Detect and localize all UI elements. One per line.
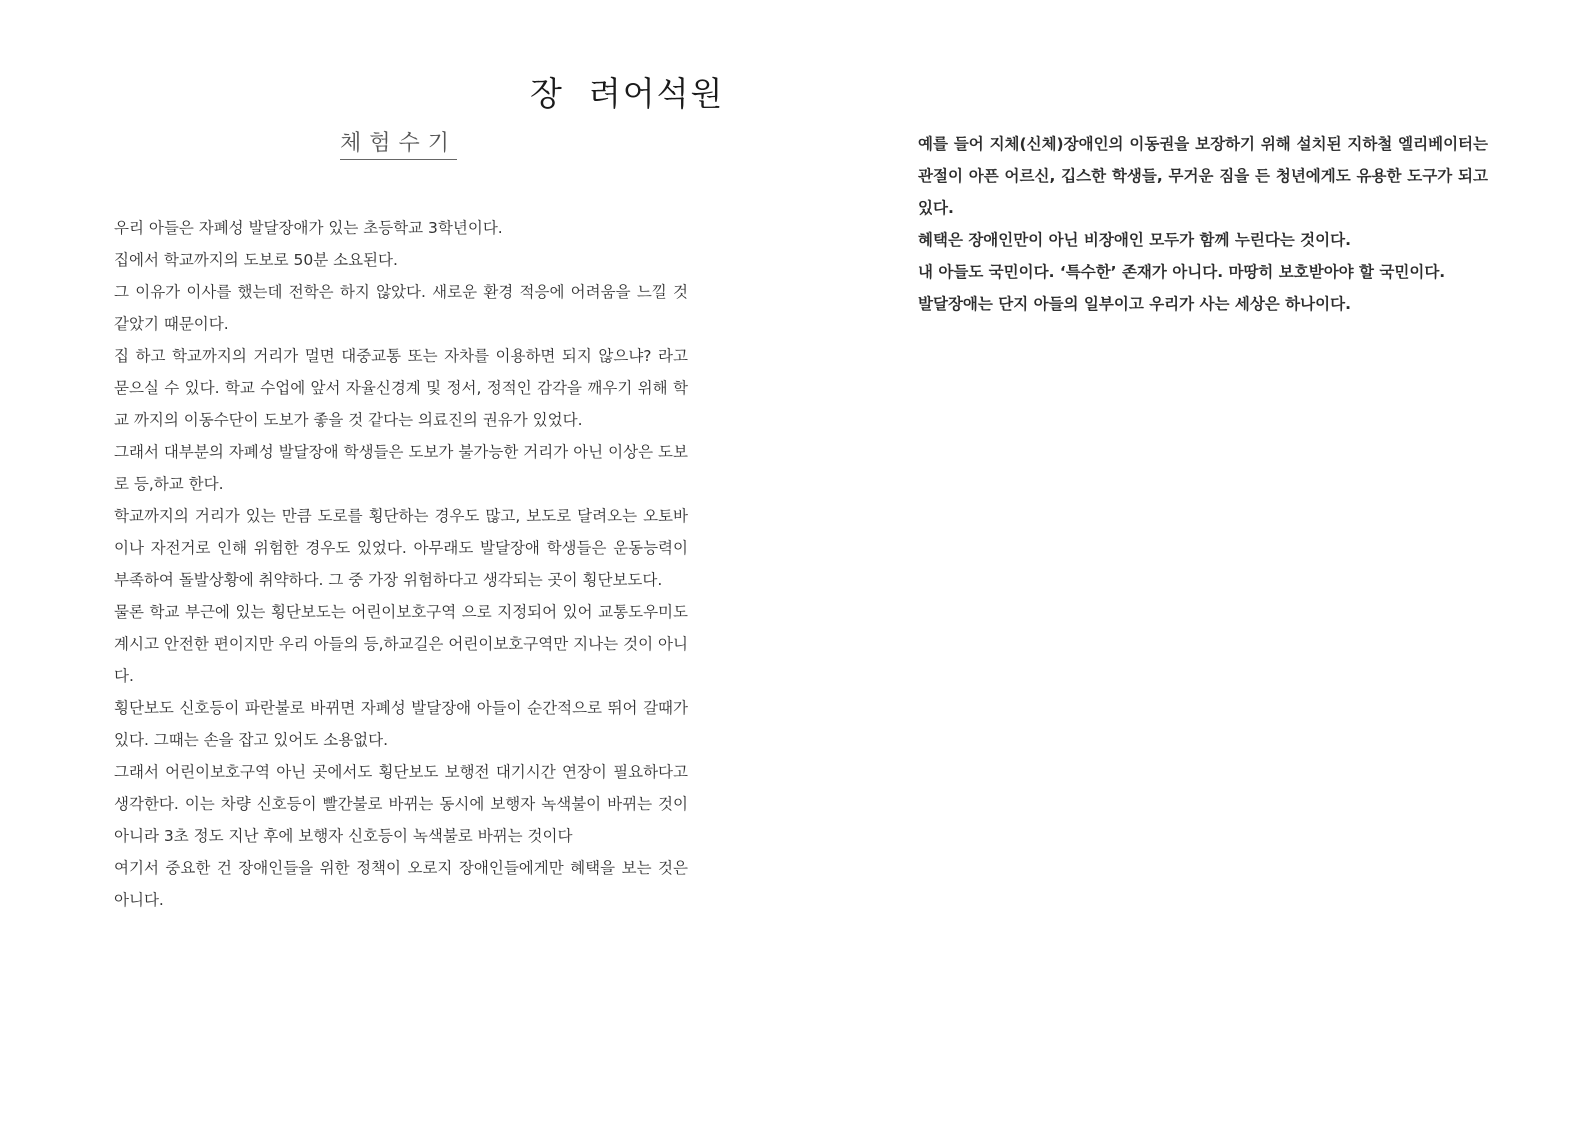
paragraph: 횡단보도 신호등이 파란불로 바뀌면 자폐성 발달장애 아들이 순간적으로 뛰어 갈때가 있다. 그때는 손을 잡고 있어도 소용없다. [114,699,688,749]
paragraph: 발달장애는 단지 아들의 일부이고 우리가 사는 세상은 하나이다. [918,295,1351,313]
paragraph: 그래서 어린이보호구역 아닌 곳에서도 횡단보도 보행전 대기시간 연장이 필요하다고 생각한다. 이는 차량 신호등이 빨간불로 바뀌는 동시에 보행자 녹색불이 바뀌는 것이 아니라 3초 정도 지난 후에 보행자 신호등이 녹색불로 바뀌는 것이다 [114,763,689,845]
paragraph: 예를 들어 지체(신체)장애인의 이동권을 보장하기 위해 설치된 지하철 엘리베이터는 관절이 아픈 어르신, 깁스한 학생들, 무거운 짐을 든 청년에게도 유용한 도구가 되고 있다. [918,135,1488,217]
section-title: 체험수기 [340,130,457,160]
paragraph: 학교까지의 거리가 있는 만큼 도로를 횡단하는 경우도 많고, 보도로 달려오는 오토바이나 자전거로 인해 위험한 경우도 있었다. 아무래도 발달장애 학생들은 운동능력이 부족하여 돌발상황에 취약하다. 그 중 가장 위험하다고 생각되는 곳이 횡단보도다. [114,507,688,589]
left-column [114,212,688,916]
paragraph: 우리 아들은 자폐성 발달장애가 있는 초등학교 3학년이다. [114,219,503,237]
paragraph: 그래서 대부분의 자폐성 발달장애 학생들은 도보가 불가능한 거리가 아닌 이상은 도보로 등,하교 한다. [114,443,688,493]
paragraph: 여기서 중요한 건 장애인들을 위한 정책이 오로지 장애인들에게만 혜택을 보는 것은 아니다. [114,859,688,909]
award-title: 장 려어석원 [530,74,725,113]
paragraph: 혜택은 장애인만이 아닌 비장애인 모두가 함께 누린다는 것이다. [918,231,1351,249]
paragraph: 물론 학교 부근에 있는 횡단보도는 어린이보호구역 으로 지정되어 있어 교통도우미도 계시고 안전한 편이지만 우리 아들의 등,하교길은 어린이보호구역만 지나는 것이 아니다. [114,603,688,685]
paragraph: 내 아들도 국민이다. ‘특수한’ 존재가 아니다. 마땅히 보호받아야 할 국민이다. [918,263,1446,281]
right-column [918,128,1488,320]
paragraph: 그 이유가 이사를 했는데 전학은 하지 않았다. 새로운 환경 적응에 어려움을 느낄 것 같았기 때문이다. [114,283,688,333]
paragraph: 집에서 학교까지의 도보로 50분 소요된다. [114,251,398,269]
paragraph: 집 하고 학교까지의 거리가 멀면 대중교통 또는 자차를 이용하면 되지 않으냐? 라고 묻으실 수 있다. 학교 수업에 앞서 자율신경계 및 정서, 정적인 감각을 깨우기 위해 학교 까지의 이동수단이 도보가 좋을 것 같다는 의료진의 권유가 있었다. [114,347,688,429]
